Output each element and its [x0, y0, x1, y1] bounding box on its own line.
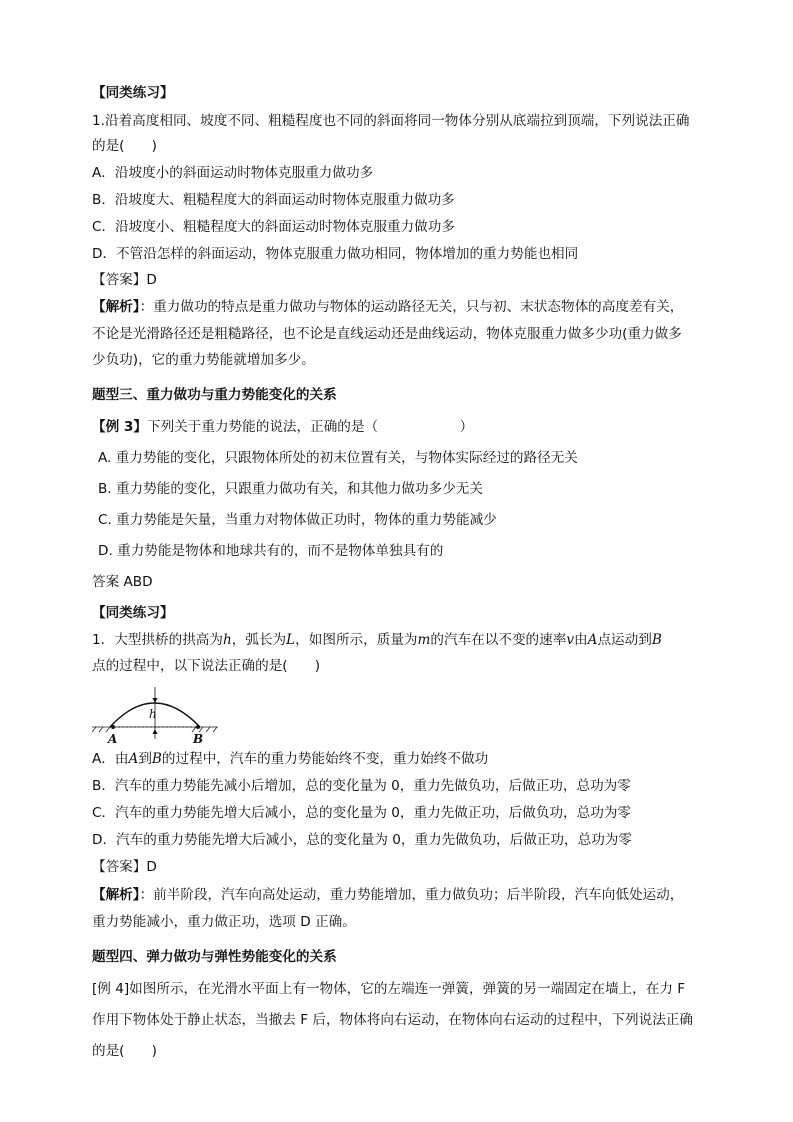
option-d: D．不管沿怎样的斜面运动，物体克服重力做功相同，物体增加的重力势能也相同	[92, 246, 579, 262]
label-a: A	[108, 732, 118, 746]
example-4-line-2: 作用下物体处于静止状态，当撤去 F 后，物体将向右运动，在物体向右运动的过程中，下列说法正确	[92, 1012, 693, 1028]
height-label: h	[149, 707, 157, 721]
answer-2: 【答案】D	[92, 859, 157, 875]
question-1-line-2: 的是( )	[92, 138, 157, 154]
explanation-1-line-3: 少负功)，它的重力势能就增加多少。	[92, 352, 315, 368]
example-3-option-c: C. 重力势能是矢量，当重力对物体做正功时，物体的重力势能减少	[98, 512, 497, 528]
example-3-stem: 【例 3】下列关于重力势能的说法，正确的是（ ）	[92, 419, 474, 435]
example-3-option-d: D. 重力势能是物体和地球共有的，而不是物体单独具有的	[98, 543, 444, 559]
point-b-icon	[196, 725, 200, 729]
example-3-option-b: B. 重力势能的变化，只跟重力做功有关，和其他力做功多少无关	[98, 481, 483, 497]
arch-bridge-figure	[92, 685, 222, 747]
topic-3-heading: 题型三、重力做功与重力势能变化的关系	[92, 387, 337, 403]
explanation-2-line-2: 重力势能减小，重力做正功，选项 D 正确。	[92, 914, 356, 930]
label-b: B	[193, 732, 204, 746]
option-a: A．沿坡度小的斜面运动时物体克服重力做功多	[92, 165, 374, 181]
question-2-option-d: D．汽车的重力势能先增大后减小，总的变化量为 0，重力先做负功，后做正功，总功为零	[92, 832, 632, 848]
answer-1: 【答案】D	[92, 272, 157, 288]
explanation-label: 【解析】	[92, 299, 140, 315]
question-2-line-1: 1．大型拱桥的拱高为h，弧长为L，如图所示，质量为m的汽车在以不变的速率v由A点运动到B	[92, 632, 662, 648]
option-c: C．沿坡度小、粗糙程度大的斜面运动时物体克服重力做功多	[92, 219, 455, 235]
explanation-1-line-1: 【解析】：重力做功的特点是重力做功与物体的运动路径无关，只与初、末状态物体的高度差有关，	[92, 299, 684, 315]
topic-4-heading: 题型四、弹力做功与弹性势能变化的关系	[92, 949, 337, 965]
question-2-option-a: A．由A到B的过程中，汽车的重力势能始终不变，重力始终不做功	[92, 751, 489, 767]
question-2-option-c: C．汽车的重力势能先增大后减小，总的变化量为 0，重力先做正功，后做负功，总功为零	[92, 805, 632, 821]
arrow-up-icon	[153, 729, 158, 734]
example-4-line-1: [例 4]如图所示，在光滑水平面上有一物体，它的左端连一弹簧，弹簧的另一端固定在墙上，在力 F	[92, 981, 686, 997]
practice-heading-2: 【同类练习】	[92, 605, 174, 621]
question-1-line-1: 1.沿着高度相同、坡度不同、粗糙程度也不同的斜面将同一物体分别从底端拉到顶端，下列说法正确	[92, 113, 690, 129]
example-3-answer: 答案 ABD	[92, 574, 153, 590]
example-4-line-3: 的是( )	[92, 1043, 157, 1059]
explanation-1-line-2: 不论是光滑路径还是粗糙路径，也不论是直线运动还是曲线运动，物体克服重力做多少功(重力做多	[92, 326, 682, 342]
point-a-icon	[111, 725, 115, 729]
question-2-option-b: B．汽车的重力势能先减小后增加，总的变化量为 0，重力先做负功，后做正功，总功为零	[92, 778, 631, 794]
option-b: B．沿坡度大、粗糙程度大的斜面运动时物体克服重力做功多	[92, 192, 455, 208]
arrow-down-icon	[153, 698, 158, 703]
practice-heading-1: 【同类练习】	[92, 85, 174, 101]
example-3-option-a: A. 重力势能的变化，只跟物体所处的初末位置有关，与物体实际经过的路径无关	[98, 450, 578, 466]
explanation-2-line-1: 【解析】：前半阶段，汽车向高处运动，重力势能增加，重力做负功；后半阶段，汽车向低处运动，	[92, 887, 684, 903]
question-2-line-2: 点的过程中，以下说法正确的是( )	[92, 658, 321, 674]
